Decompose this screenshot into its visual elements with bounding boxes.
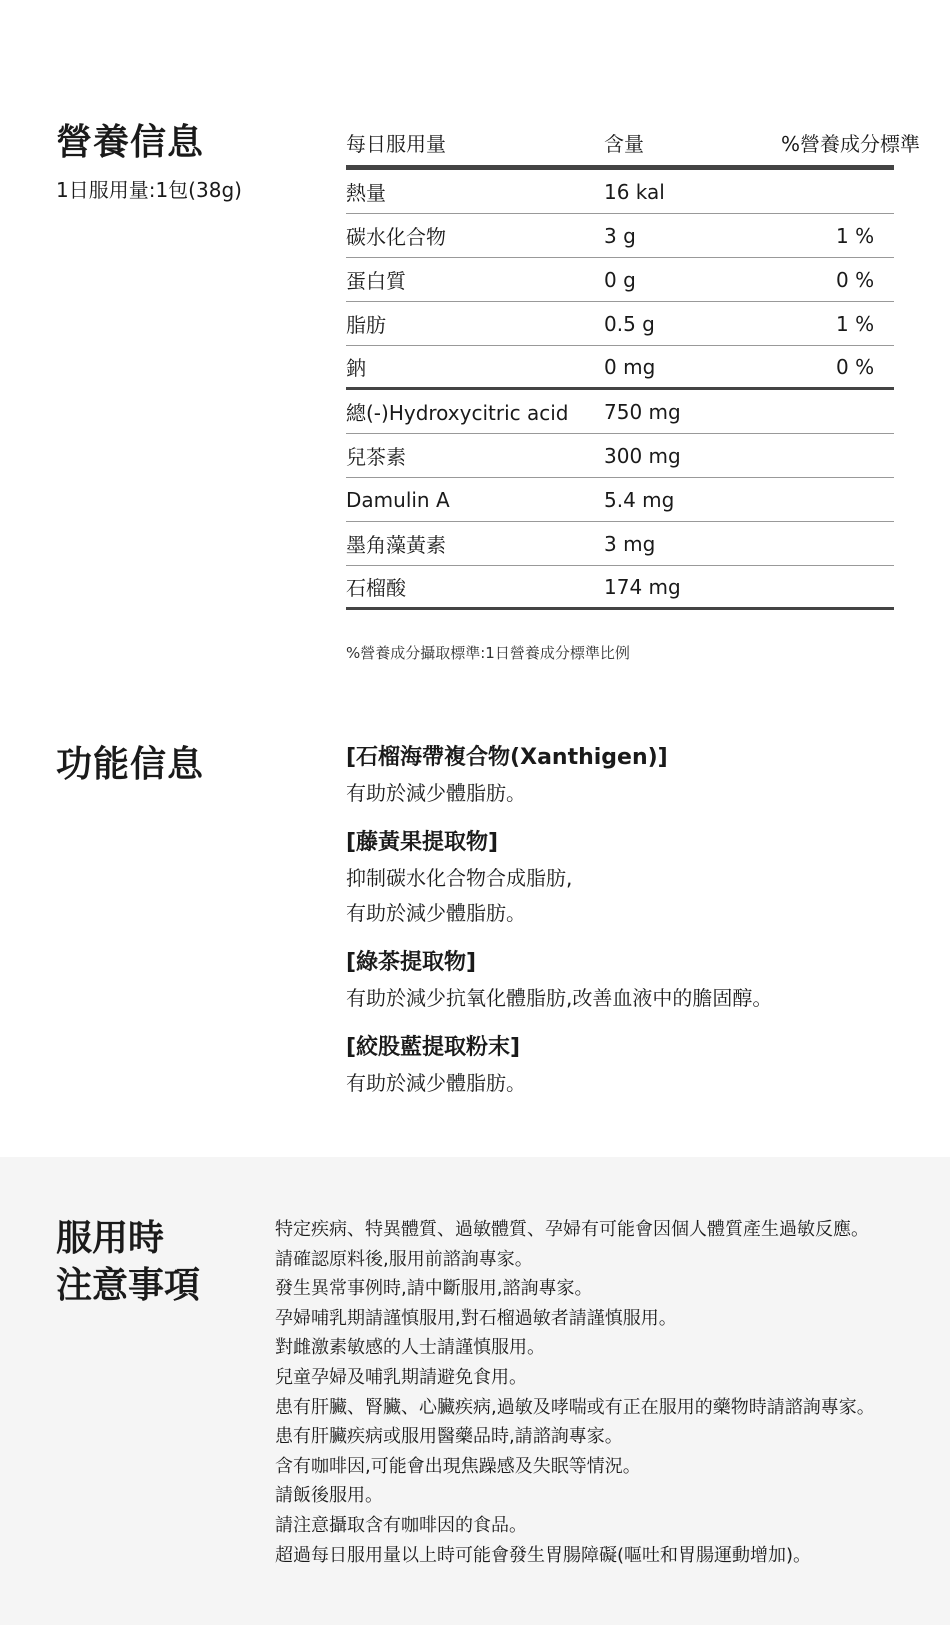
row-item: 墨角藻黃素 (346, 533, 446, 557)
row-amount: 0 g (604, 267, 636, 292)
list-item: 對雌激素敏感的人士請謹慎服用。 (275, 1337, 545, 1359)
header-percent: %營養成分標準 (781, 132, 921, 156)
nutrition-table (346, 120, 921, 610)
list-item: 患有肝臟、腎臟、心臟疾病,過敏及哮喘或有正在服用的藥物時請諮詢專家。 (275, 1396, 875, 1418)
row-item: 碳水化合物 (346, 225, 446, 249)
function-title: 功能信息 (56, 744, 205, 785)
list-item: 含有咖啡因,可能會出現焦躁感及失眠等情況。 (275, 1455, 641, 1477)
row-percent: 1 % (836, 311, 875, 336)
header-amount: 含量 (604, 132, 644, 156)
caution-title: 服用時 注意事項 (56, 1218, 201, 1306)
list-item: 孕婦哺乳期請謹慎服用,對石榴過敏者請謹慎服用。 (275, 1307, 677, 1329)
list-item: 請確認原料後,服用前諮詢專家。 (275, 1248, 533, 1270)
table-row (346, 346, 894, 390)
row-percent: 1 % (836, 223, 875, 248)
row-item: 鈉 (346, 356, 366, 380)
row-percent: 0 % (836, 267, 875, 292)
list-item (346, 945, 926, 1016)
function-name: [綠茶提取物] (346, 950, 477, 975)
table-row (346, 478, 894, 522)
row-amount: 5.4 mg (604, 487, 675, 512)
row-amount: 0 mg (604, 354, 656, 379)
list-item: 請飯後服用。 (275, 1485, 383, 1507)
row-amount: 3 g (604, 223, 636, 248)
list-item: 患有肝臟疾病或服用醫藥品時,請諮詢專家。 (275, 1426, 623, 1448)
row-item: 總(-)Hydroxycitric acid (346, 401, 569, 425)
function-desc: 抑制碳水化合物合成脂肪, 有助於減少體脂肪。 (346, 866, 573, 925)
row-amount: 750 mg (604, 399, 681, 424)
nutrition-table-header (346, 120, 921, 170)
serving-size: 1日服用量:1包(38g) (56, 178, 242, 202)
list-item: 發生異常事例時,請中斷服用,諮詢專家。 (275, 1278, 593, 1300)
nutrition-footnote: %營養成分攝取標準:1日營養成分標準比例 (346, 644, 630, 662)
list-item: 兒童孕婦及哺乳期請避免食用。 (275, 1366, 527, 1388)
function-desc: 有助於減少抗氧化體脂肪,改善血液中的膽固醇。 (346, 986, 773, 1010)
header-item: 每日服用量 (346, 132, 446, 156)
list-item (346, 825, 926, 931)
row-amount: 16 kal (604, 179, 665, 204)
list-item (346, 740, 926, 811)
row-item: 熱量 (346, 181, 386, 205)
table-row (346, 214, 894, 258)
table-row (346, 522, 894, 566)
list-item: 請注意攝取含有咖啡因的食品。 (275, 1514, 527, 1536)
function-desc: 有助於減少體脂肪。 (346, 781, 526, 805)
row-item: 脂肪 (346, 313, 386, 337)
row-item: 蛋白質 (346, 269, 406, 293)
table-row (346, 302, 894, 346)
row-amount: 174 mg (604, 574, 681, 599)
list-item (346, 1030, 926, 1101)
list-item: 特定疾病、特異體質、過敏體質、孕婦有可能會因個人體質產生過敏反應。 (275, 1219, 869, 1240)
row-amount: 0.5 g (604, 311, 655, 336)
function-name: [石榴海帶複合物(Xanthigen)] (346, 745, 668, 770)
table-row (346, 566, 894, 610)
row-item: 兒茶素 (346, 445, 406, 469)
row-percent: 0 % (836, 354, 875, 379)
function-list (346, 740, 926, 1115)
nutrition-title: 營養信息 (56, 122, 205, 163)
row-item: Damulin A (346, 487, 450, 512)
table-row (346, 258, 894, 302)
row-amount: 300 mg (604, 443, 681, 468)
list-item: 超過每日服用量以上時可能會發生胃腸障礙(嘔吐和胃腸運動增加)。 (275, 1544, 812, 1566)
table-row (346, 390, 894, 434)
row-amount: 3 mg (604, 531, 656, 556)
function-name: [絞股藍提取粉末] (346, 1035, 521, 1060)
row-item: 石榴酸 (346, 576, 406, 600)
function-name: [藤黃果提取物] (346, 830, 499, 855)
function-desc: 有助於減少體脂肪。 (346, 1071, 526, 1095)
table-row (346, 170, 894, 214)
table-row (346, 434, 894, 478)
caution-list (275, 1215, 935, 1570)
